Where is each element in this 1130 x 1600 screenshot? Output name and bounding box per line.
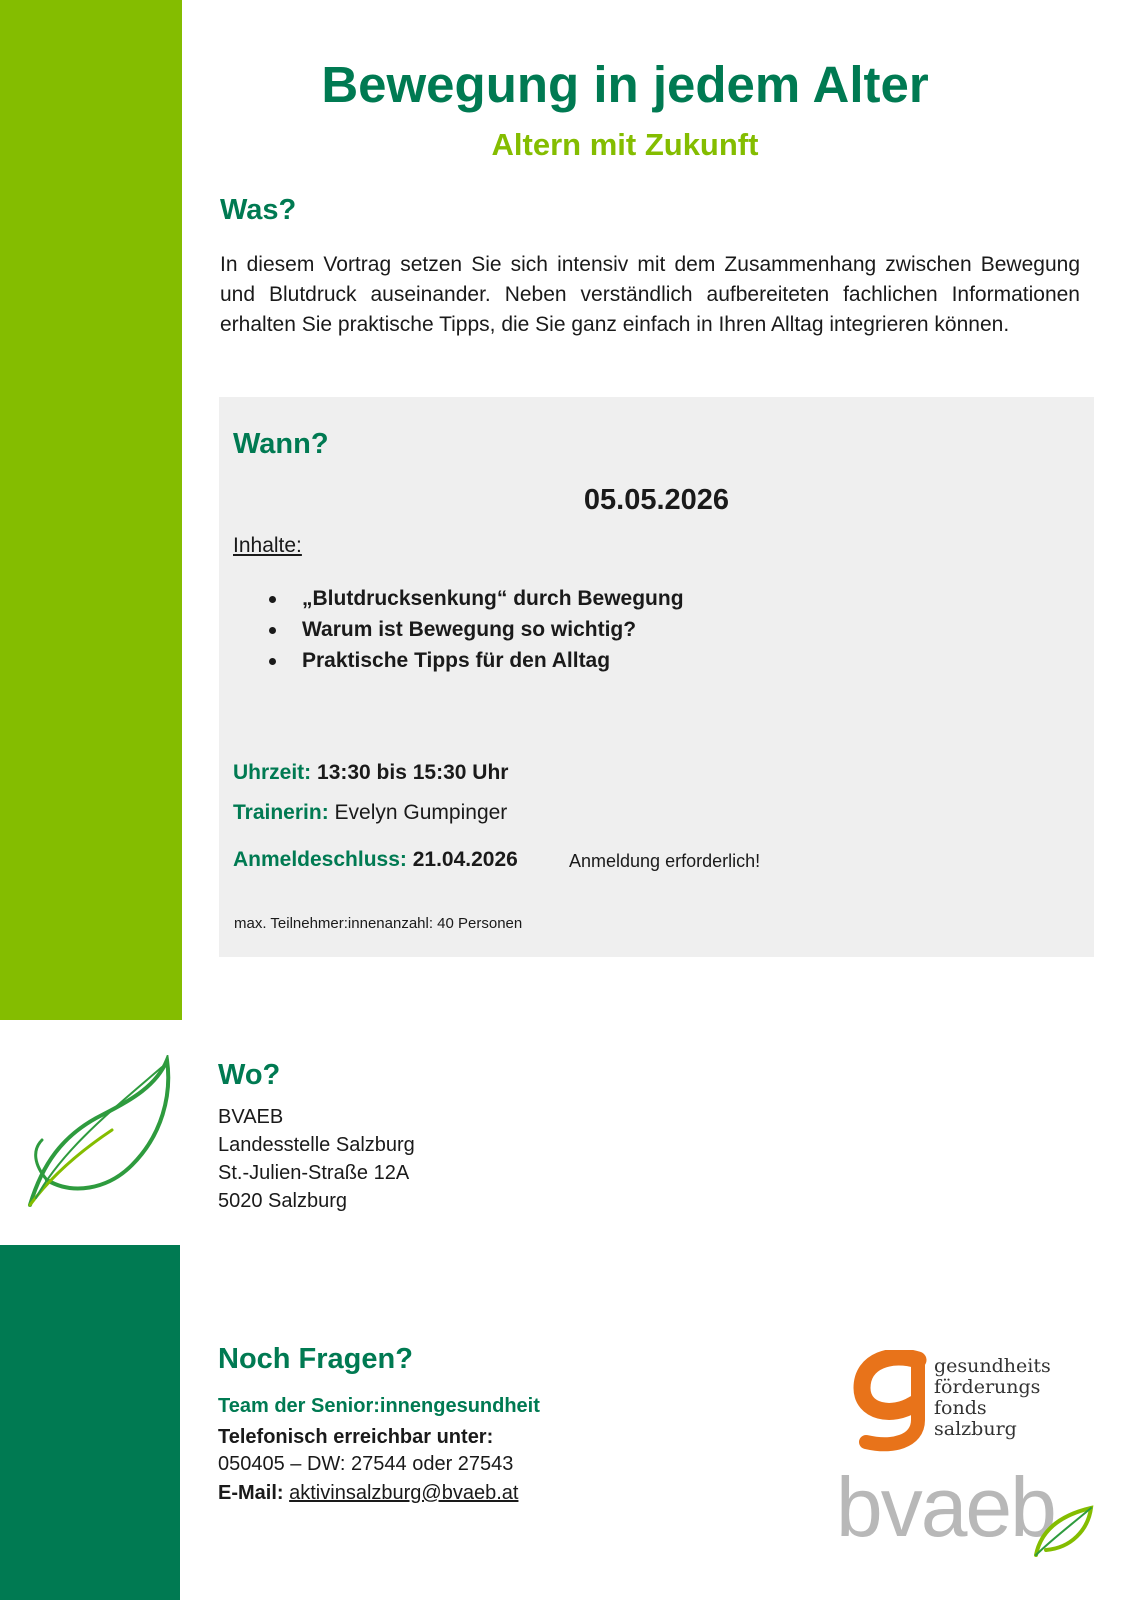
time-label: Uhrzeit:: [233, 761, 312, 784]
team-name: Team der Senior:innengesundheit: [218, 1395, 540, 1417]
event-details-panel: [219, 397, 1094, 957]
leaf-icon: [22, 1055, 172, 1215]
bullet-icon: [269, 596, 276, 603]
list-item-text: Warum ist Bewegung so wichtig?: [302, 618, 637, 641]
gesundheitsfoerderungsfonds-logo: [852, 1350, 1072, 1455]
max-participants: max. Teilnehmer:innenanzahl: 40 Personen: [234, 915, 523, 932]
address-block: [218, 1103, 415, 1215]
green-side-bar-top: [0, 0, 182, 1020]
phone-label: Telefonisch erreichbar unter:: [218, 1426, 494, 1448]
list-item-text: „Blutdrucksenkung“ durch Bewegung: [302, 587, 684, 610]
page-title: Bewegung in jedem Alter: [321, 56, 929, 113]
fonds-logo-line: förderungs: [934, 1376, 1041, 1398]
address-line: BVAEB: [218, 1106, 284, 1128]
bullet-icon: [269, 658, 276, 665]
email-row: [218, 1480, 518, 1506]
list-item: [233, 645, 684, 676]
list-item-text: Praktische Tipps für den Alltag: [302, 649, 611, 672]
section-heading-was: Was?: [220, 194, 297, 226]
bvaeb-logo-text: bvaeb: [836, 1460, 1055, 1554]
time-value: 13:30 bis 15:30 Uhr: [317, 761, 509, 784]
description-paragraph: In diesem Vortrag setzen Sie sich intensiv mit dem Zusammenhang zwischen Bewegung und Blutdruck auseinander. Neben verständlich aufbereiteten fachlichen Informationen erhalten Sie praktische Tipps, die Sie ganz einfach in Ihren Alltag integrieren können.: [220, 253, 1080, 336]
list-item: [233, 614, 684, 645]
phone-value: 050405 – DW: 27544 oder 27543: [218, 1453, 514, 1475]
time-row: [233, 760, 508, 786]
section-heading-fragen: Noch Fragen?: [218, 1343, 413, 1375]
page-subtitle: Altern mit Zukunft: [491, 127, 759, 162]
email-link[interactable]: aktivinsalzburg@bvaeb.at: [289, 1482, 519, 1504]
list-item: [233, 583, 684, 614]
trainer-value: Evelyn Gumpinger: [334, 801, 508, 824]
fonds-logo-line: salzburg: [934, 1418, 1017, 1440]
bullet-icon: [269, 627, 276, 634]
green-side-bar-bottom: [0, 1245, 180, 1600]
fonds-g-icon: [852, 1350, 932, 1452]
deadline-row: [233, 847, 518, 873]
trainer-row: [233, 800, 507, 826]
email-label: E-Mail:: [218, 1482, 284, 1504]
trainer-label: Trainerin:: [233, 801, 329, 824]
deadline-value: 21.04.2026: [412, 848, 518, 871]
fonds-logo-line: gesundheits: [934, 1355, 1051, 1377]
address-line: Landesstelle Salzburg: [218, 1134, 415, 1156]
deadline-label: Anmeldeschluss:: [233, 848, 407, 871]
section-heading-wann: Wann?: [233, 428, 329, 460]
address-line: St.-Julien-Straße 12A: [218, 1162, 410, 1184]
contents-label: Inhalte:: [233, 534, 302, 557]
event-date: 05.05.2026: [583, 484, 730, 516]
fonds-logo-line: fonds: [934, 1397, 987, 1419]
address-line: 5020 Salzburg: [218, 1190, 347, 1212]
section-heading-wo: Wo?: [218, 1059, 281, 1091]
contents-list: [233, 583, 684, 676]
bvaeb-logo: [836, 1460, 1096, 1560]
registration-note: Anmeldung erforderlich!: [569, 851, 761, 871]
fonds-logo-text: [934, 1356, 1051, 1440]
